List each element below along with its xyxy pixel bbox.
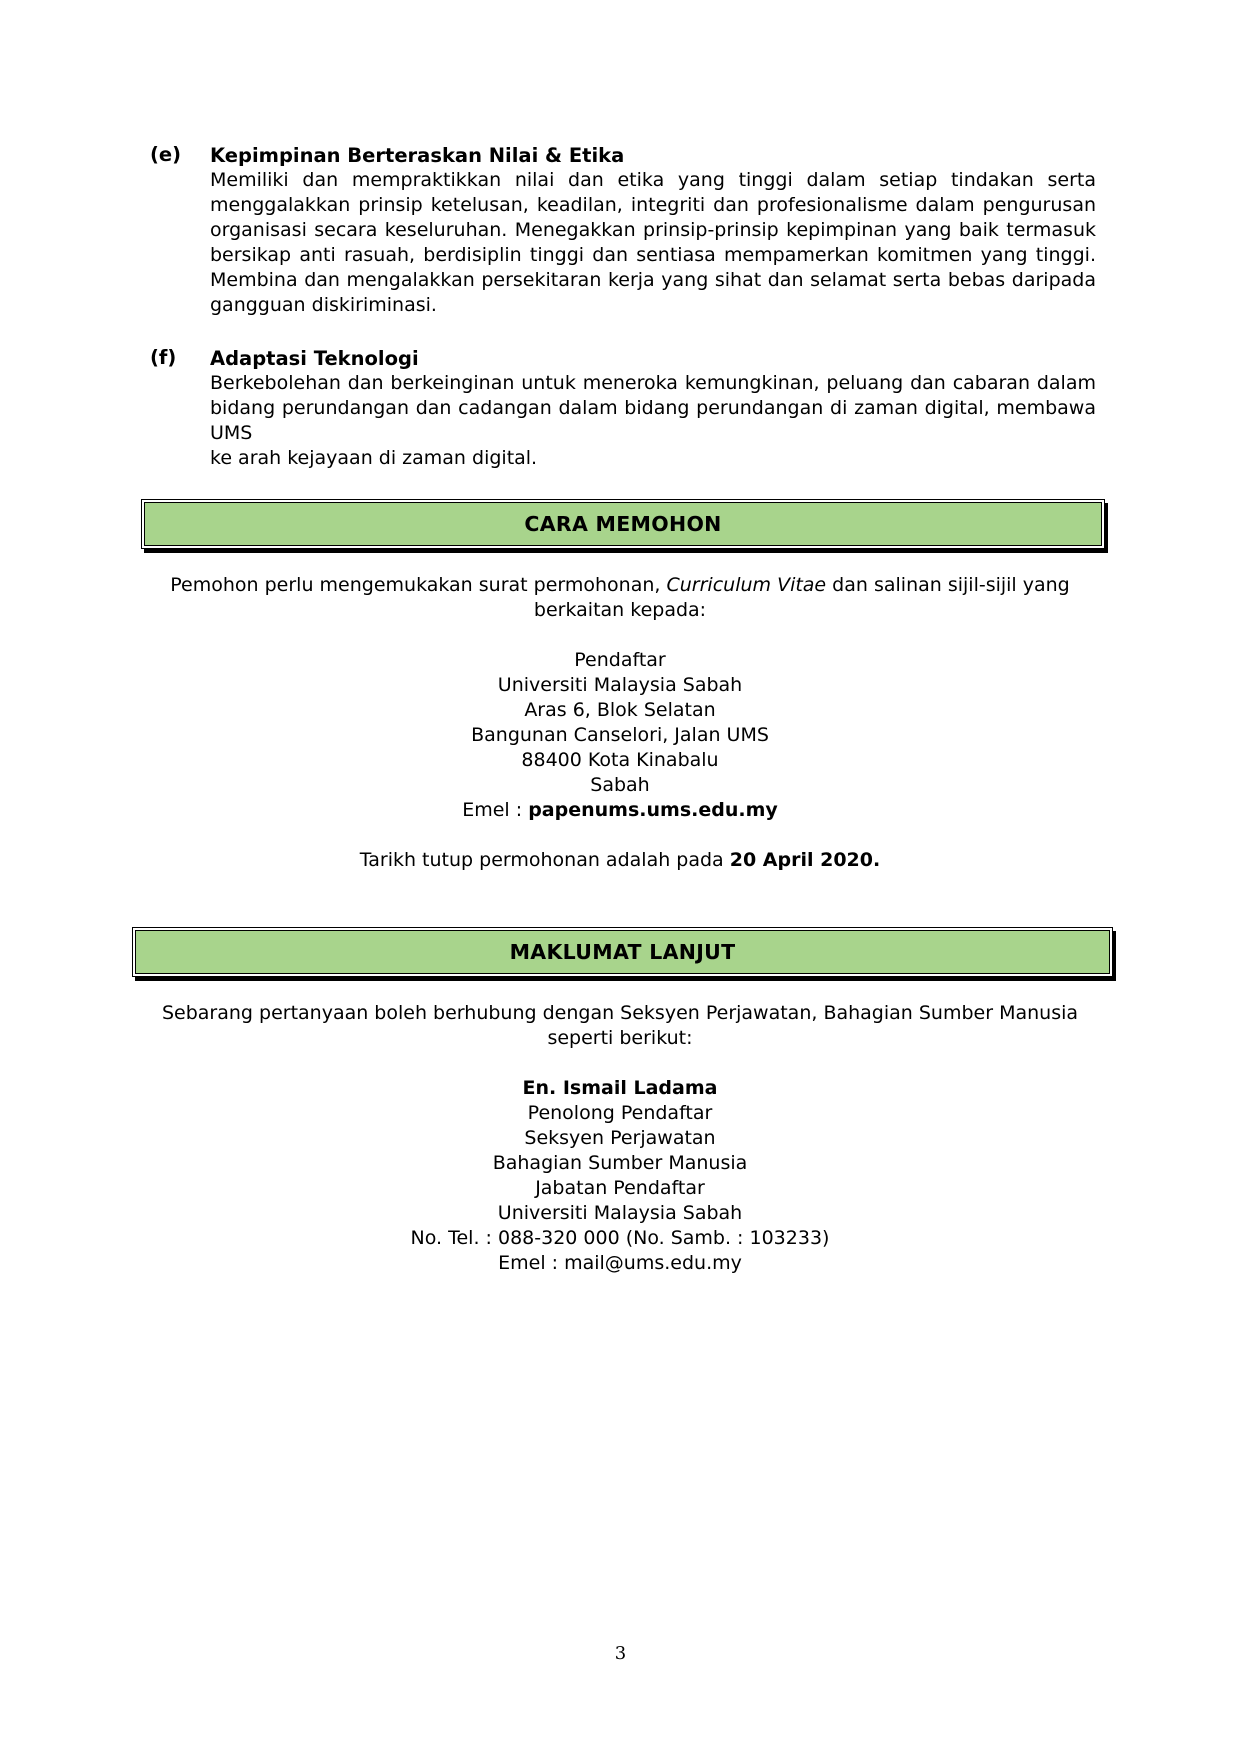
email-label: Emel :: [462, 799, 529, 821]
contact-line: Seksyen Perjawatan: [524, 1127, 716, 1149]
address-line: Bangunan Canselori, Jalan UMS: [471, 724, 769, 746]
item-f: [150, 346, 1096, 469]
item-text-line: Membina dan mengalakkan persekitaran kerja yang sihat dan selamat serta bebas daripada: [210, 269, 1096, 291]
closing-date: 20 April 2020.: [729, 849, 881, 871]
item-title: Adaptasi Teknologi: [210, 347, 419, 370]
item-text-line: gangguan diskiriminasi.: [210, 294, 437, 316]
address-line: 88400 Kota Kinabalu: [521, 749, 719, 771]
item-label: (f): [150, 346, 177, 369]
item-text-line: menggalakkan prinsip ketelusan, keadilan, integriti dan profesionalisme dalam pengurusan: [210, 194, 1096, 216]
item-title: Kepimpinan Berteraskan Nilai & Etika: [210, 144, 625, 167]
contact-line: Penolong Pendaftar: [527, 1102, 713, 1124]
contact-email: Emel : mail@ums.edu.my: [498, 1252, 742, 1274]
intro-line: seperti berikut:: [547, 1027, 693, 1049]
contact-line: Bahagian Sumber Manusia: [492, 1152, 748, 1174]
intro-line: berkaitan kepada:: [533, 599, 707, 621]
email-address: papenums.ums.edu.my: [528, 799, 778, 821]
contact-line: Universiti Malaysia Sabah: [497, 1202, 743, 1224]
contact-line: Jabatan Pendaftar: [535, 1177, 705, 1199]
item-body: [210, 143, 1096, 318]
item-text-line: ke arah kejayaan di zaman digital.: [210, 447, 538, 469]
intro-text: Pemohon perlu mengemukakan surat permohonan,: [170, 574, 667, 596]
cara-memohon-content: [120, 573, 1120, 873]
section-heading-maklumat-lanjut: MAKLUMAT LANJUT: [135, 930, 1110, 974]
item-text-line: bidang perundangan dan cadangan dalam bidang perundangan di zaman digital, membawa UMS: [210, 397, 1096, 444]
email-line: [120, 798, 1120, 823]
item-text-line: organisasi secara keseluruhan. Menegakkan prinsip-prinsip kepimpinan yang baik termasuk: [210, 219, 1096, 241]
address-line: Universiti Malaysia Sabah: [497, 674, 743, 696]
intro-line: Sebarang pertanyaan boleh berhubung dengan Seksyen Perjawatan, Bahagian Sumber Manusia: [161, 1002, 1079, 1024]
address-line: Pendaftar: [574, 649, 666, 671]
item-e: [150, 143, 1096, 318]
contact-name: En. Ismail Ladama: [522, 1077, 718, 1099]
closing-text: Tarikh tutup permohonan adalah pada: [359, 849, 730, 871]
closing-date-line: [120, 848, 1120, 873]
item-text-line: bersikap anti rasuah, berdisiplin tinggi dan sentiasa mempamerkan komitmen yang tinggi.: [210, 244, 1096, 266]
item-body: [210, 346, 1096, 471]
address-line: Aras 6, Blok Selatan: [524, 699, 716, 721]
item-text-line: Berkebolehan dan berkeinginan untuk meneroka kemungkinan, peluang dan cabaran dalam: [210, 372, 1096, 394]
maklumat-lanjut-content: [120, 1001, 1120, 1276]
address-line: Sabah: [590, 774, 650, 796]
section-heading-cara-memohon: CARA MEMOHON: [144, 502, 1102, 546]
curriculum-vitae-text: Curriculum Vitae: [666, 574, 827, 596]
contact-phone: No. Tel. : 088-320 000 (No. Samb. : 103233): [410, 1227, 830, 1249]
intro-text: dan salinan sijil-sijil yang: [826, 574, 1070, 596]
item-text-line: Memiliki dan mempraktikkan nilai dan etika yang tinggi dalam setiap tindakan serta: [210, 169, 1096, 191]
intro-line: [120, 573, 1120, 598]
page-number: 3: [614, 1643, 627, 1664]
item-label: (e): [150, 143, 182, 166]
